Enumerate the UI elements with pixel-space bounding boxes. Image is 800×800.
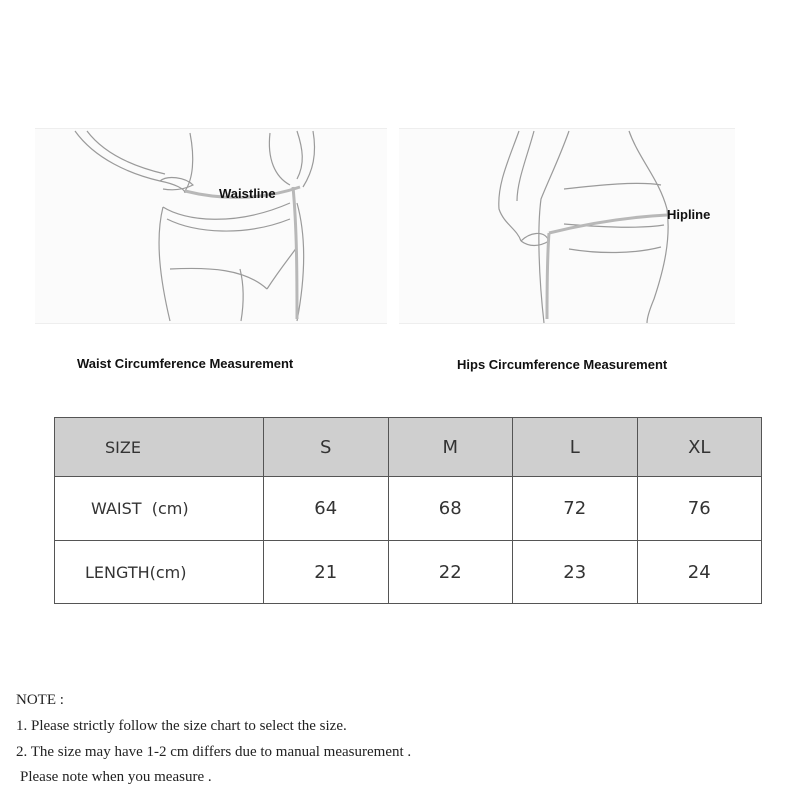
length-xl: 24	[637, 541, 762, 604]
waist-m: 68	[388, 477, 513, 541]
waist-s: 64	[264, 477, 389, 541]
waist-l: 72	[513, 477, 638, 541]
header-l: L	[513, 418, 638, 477]
hip-caption: Hips Circumference Measurement	[457, 357, 668, 372]
note-line-2: 2. The size may have 1-2 cm differs due to manual measurement .	[16, 744, 412, 760]
length-s: 21	[264, 541, 389, 604]
table-row	[55, 541, 762, 604]
waist-illustration	[35, 128, 387, 324]
table-header-row	[55, 418, 762, 477]
length-l: 23	[513, 541, 638, 604]
note-title: NOTE :	[16, 692, 64, 708]
hip-illustration	[399, 128, 735, 324]
hipline-label: Hipline	[667, 207, 711, 222]
waistline-label: Waistline	[219, 186, 276, 201]
hip-figure-drawing	[399, 129, 735, 323]
header-xl: XL	[637, 418, 762, 477]
header-m: M	[388, 418, 513, 477]
size-chart-table	[54, 417, 762, 604]
length-row-label: LENGTH(cm)	[55, 541, 264, 604]
waist-xl: 76	[637, 477, 762, 541]
header-size: SIZE	[55, 418, 264, 477]
waist-figure-drawing	[35, 129, 387, 323]
length-m: 22	[388, 541, 513, 604]
waist-caption: Waist Circumference Measurement	[77, 356, 294, 371]
waist-row-label: WAIST (cm)	[55, 477, 264, 541]
table-row	[55, 477, 762, 541]
note-line-3: Please note when you measure .	[20, 769, 212, 785]
note-line-1: 1. Please strictly follow the size chart to select the size.	[16, 718, 347, 734]
header-s: S	[264, 418, 389, 477]
